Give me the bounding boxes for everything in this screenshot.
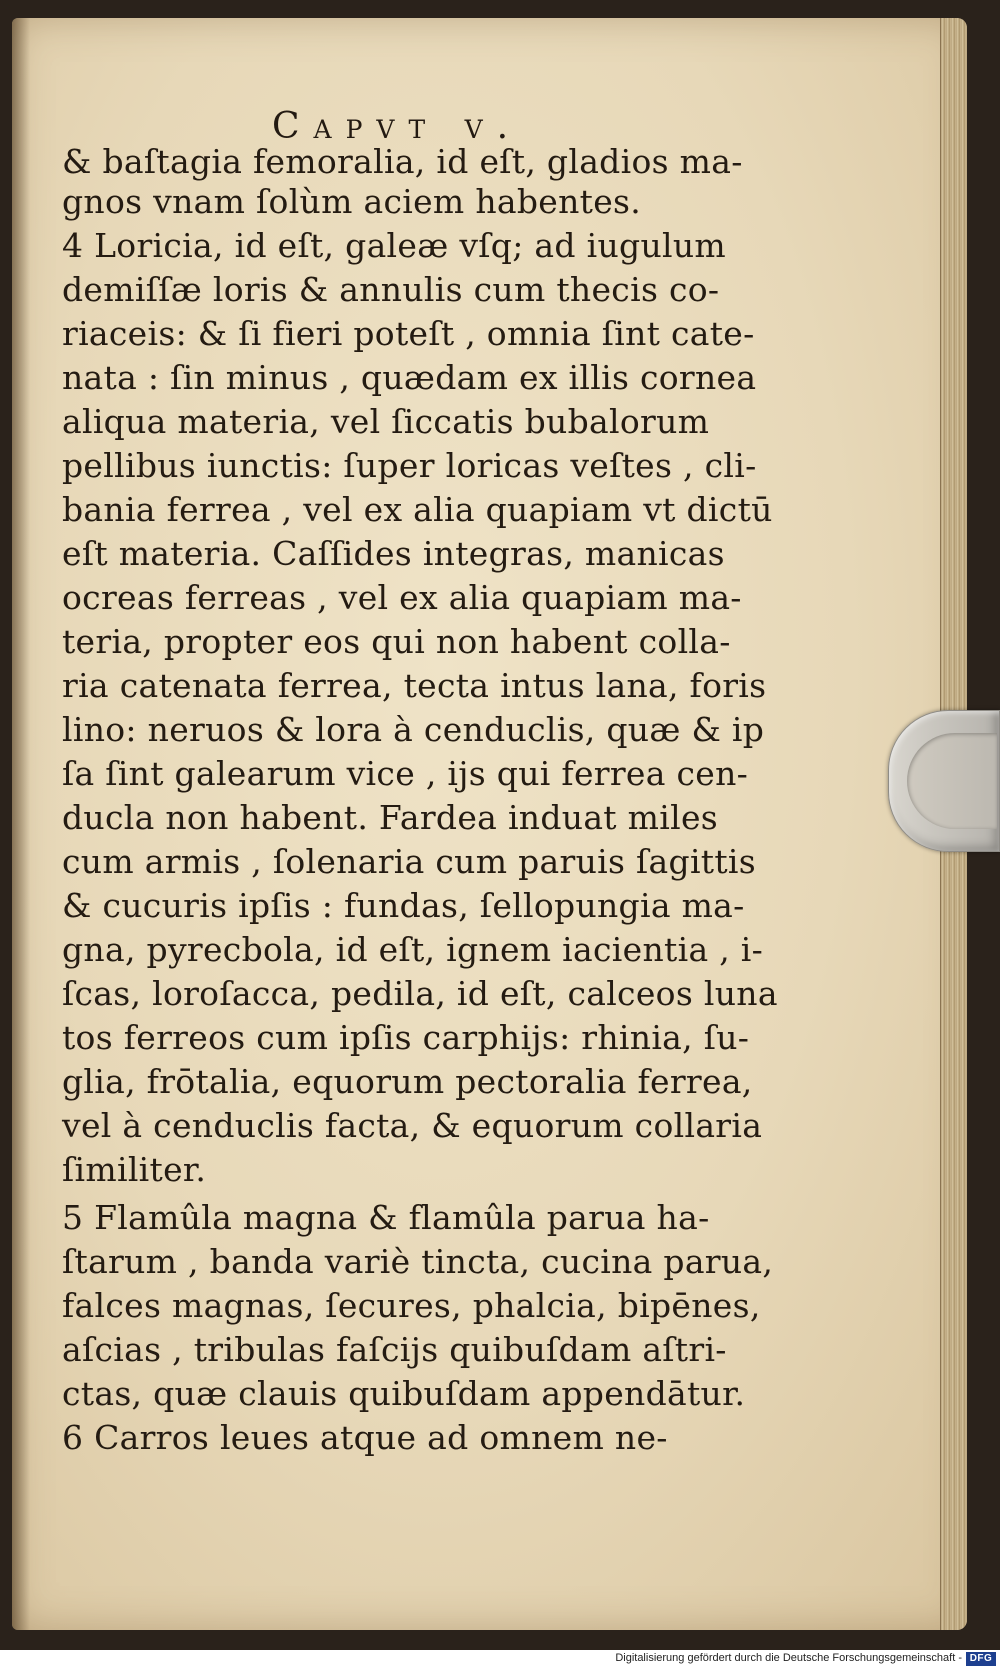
text-line: eſt materia. Caſſides integras, manicas — [62, 534, 725, 573]
text-line: aliqua materia, vel ſiccatis bubalorum — [62, 402, 710, 441]
running-head: Capvt v. — [272, 106, 523, 147]
text-line: aſcias , tribulas faſcijs quibuſdam aſtri- — [62, 1330, 727, 1369]
footer-bar — [0, 1650, 1000, 1669]
text-line: bania ferrea , vel ex alia quapiam vt dictū — [62, 490, 773, 529]
text-line: ſa ſint galearum vice , ijs qui ferrea cen- — [62, 754, 749, 793]
text-line: teria, propter eos qui non habent colla- — [62, 622, 731, 661]
page-clip-inner — [907, 733, 997, 829]
text-line: & baſtagia femoralia, id eſt, gladios ma- — [62, 142, 743, 181]
text-line: gnos vnam ſolùm aciem habentes. — [62, 182, 642, 221]
text-line: 6 Carros leues atque ad omnem ne- — [62, 1418, 668, 1457]
text-line: ſtarum , banda variè tincta, cucina parua, — [62, 1242, 774, 1281]
footer-credit: Digitalisierung gefördert durch die Deutsche Forschungsgemeinschaft - — [615, 1652, 962, 1664]
text-line: gna, pyrecbola, id eſt, ignem iacientia , i- — [62, 930, 764, 969]
text-line: & cucuris ipſis : fundas, ſellopungia ma- — [62, 886, 745, 925]
text-line: 5 Flamûla magna & flamûla parua ha- — [62, 1198, 710, 1237]
spine-shadow — [12, 18, 30, 1630]
text-line: ctas, quæ clauis quibuſdam appendātur. — [62, 1374, 746, 1413]
text-line: lino: neruos & lora à cenduclis, quæ & ip — [62, 710, 765, 749]
text-line: nata : ſin minus , quædam ex illis cornea — [62, 358, 757, 397]
text-line: ſimiliter. — [62, 1150, 207, 1189]
text-line: cum armis , ſolenaria cum paruis ſagittis — [62, 842, 757, 881]
text-line: demiſſæ loris & annulis cum thecis co- — [62, 270, 720, 309]
text-line: riaceis: & ſi fieri poteſt , omnia ſint cate- — [62, 314, 755, 353]
dfg-logo-icon: DFG — [966, 1652, 996, 1666]
text-line: ria catenata ferrea, tecta intus lana, foris — [62, 666, 767, 705]
text-line: vel à cenduclis facta, & equorum collaria — [62, 1106, 763, 1145]
text-line: pellibus iunctis: ſuper loricas veſtes , cli- — [62, 446, 757, 485]
book-page — [12, 18, 967, 1630]
text-line: ocreas ferreas , vel ex alia quapiam ma- — [62, 578, 742, 617]
text-line: 4 Loricia, id eſt, galeæ vſq; ad iugulum — [62, 226, 726, 265]
text-line: glia, frōtalia, equorum pectoralia ferrea, — [62, 1062, 753, 1101]
text-line: ducla non habent. Fardea induat miles — [62, 798, 719, 837]
page-clip — [888, 710, 1000, 852]
text-line: tos ferreos cum ipſis carphijs: rhinia, ſu- — [62, 1018, 750, 1057]
text-line: ſcas, loroſacca, pedila, id eſt, calceos luna — [62, 974, 778, 1013]
text-line: falces magnas, ſecures, phalcia, bipēnes, — [62, 1286, 761, 1325]
